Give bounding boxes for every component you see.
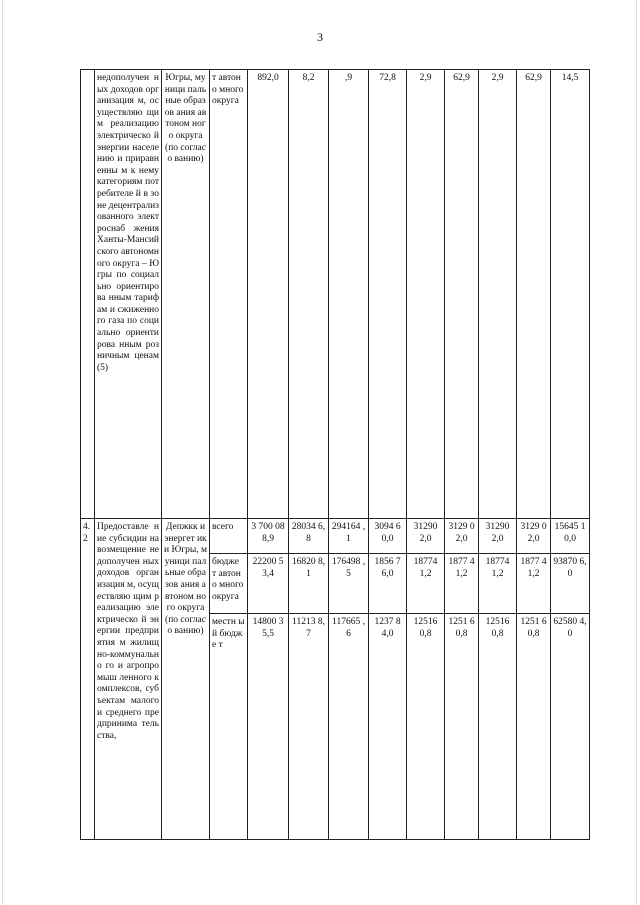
value-cell: 31290 2,0 <box>407 519 445 554</box>
value-cell: 2,9 <box>479 70 517 519</box>
scan-edge-right <box>636 0 637 905</box>
table-row <box>81 519 590 554</box>
value-cell: 18774 1,2 <box>479 554 517 614</box>
funding-source: местн ый бюдже т <box>210 614 248 840</box>
value-cell: 11213 8,7 <box>289 614 329 840</box>
value-cell: 1877 41,2 <box>445 554 479 614</box>
value-cell: 1251 60,8 <box>445 614 479 840</box>
value-cell: 14,5 <box>551 70 590 519</box>
value-cell: 12516 0,8 <box>479 614 517 840</box>
value-cell: 15645 10,0 <box>551 519 590 554</box>
value-cell: 3094 60,0 <box>369 519 407 554</box>
funding-source: всего <box>210 519 248 554</box>
value-cell: 3 700 088,9 <box>248 519 289 554</box>
value-cell: 8,2 <box>289 70 329 519</box>
value-cell: 16820 8,1 <box>289 554 329 614</box>
value-cell: 18774 1,2 <box>407 554 445 614</box>
value-cell: 3129 02,0 <box>445 519 479 554</box>
budget-table <box>80 69 590 840</box>
value-cell: 294164 ,1 <box>329 519 369 554</box>
value-cell: 14800 35,5 <box>248 614 289 840</box>
value-cell: 892,0 <box>248 70 289 519</box>
value-cell: 28034 6,8 <box>289 519 329 554</box>
value-cell: 31290 2,0 <box>479 519 517 554</box>
value-cell: 93870 6,0 <box>551 554 590 614</box>
responsible-executor: Депжкк и энергет ики Югры, муници пальные образов ания автоном ного округа (по согласо ванию) <box>162 519 210 840</box>
value-cell: 1856 76,0 <box>369 554 407 614</box>
value-cell: 22200 53,4 <box>248 554 289 614</box>
value-cell: 3129 02,0 <box>517 519 551 554</box>
table-row <box>81 70 590 519</box>
row-index <box>81 70 95 519</box>
value-cell: 62,9 <box>445 70 479 519</box>
value-cell: ,9 <box>329 70 369 519</box>
scan-edge-left <box>2 0 3 905</box>
measure-description: недополучен ных доходов организация м, осуществляю щим реализацию электрическо й энергии населению и приравненны м к нему категориям потребителе й в зоне децентрализ ованного электроснаб жения Ханты-Мансийского автономного округа – Югры по социально ориентирова нным тарифам и сжиженного газа по социально ориентирова нным розничным ценам (5) <box>95 70 162 519</box>
value-cell: 2,9 <box>407 70 445 519</box>
value-cell: 1251 60,8 <box>517 614 551 840</box>
responsible-executor: Югры, муници пальные образов ания автоном ного округа (по согласо ванию) <box>162 70 210 519</box>
funding-source: бюдже т автоно много округа <box>210 554 248 614</box>
value-cell: 62,9 <box>517 70 551 519</box>
value-cell: 12516 0,8 <box>407 614 445 840</box>
measure-description: Предоставле ние субсидии на возмещение недополучен ных доходов организация м, осуществляю щим реализацию электрическо й энергии предприятия м жилищно-коммунально го и агропромыш ленного комплексов, субъектам малого и среднего предпринима тельства, <box>95 519 162 840</box>
page-number: 3 <box>317 30 323 44</box>
value-cell: 1877 41,2 <box>517 554 551 614</box>
value-cell: 117665 ,6 <box>329 614 369 840</box>
value-cell: 62580 4,0 <box>551 614 590 840</box>
value-cell: 176498 ,5 <box>329 554 369 614</box>
row-index: 4. 2 <box>81 519 95 840</box>
funding-source: т автоно много округа <box>210 70 248 519</box>
value-cell: 72,8 <box>369 70 407 519</box>
value-cell: 1237 84,0 <box>369 614 407 840</box>
